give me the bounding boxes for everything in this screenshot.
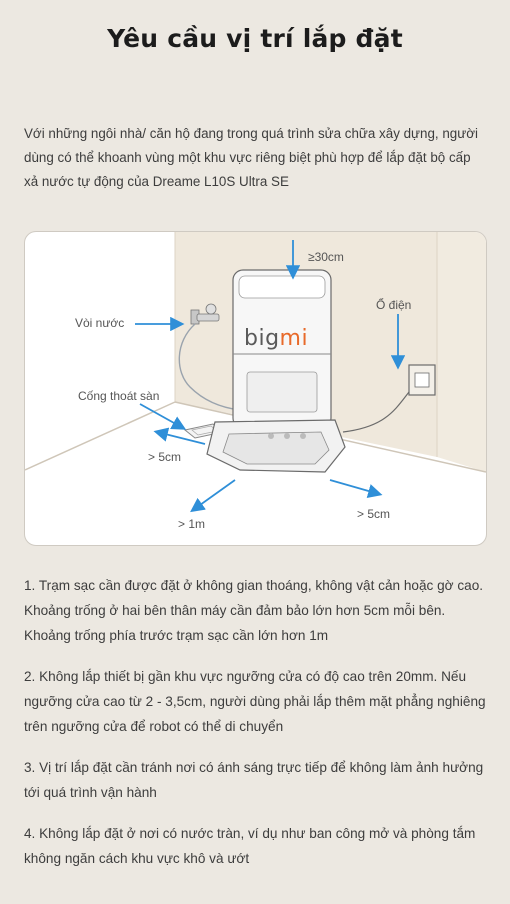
requirements-list <box>24 573 486 887</box>
right-gap-label: > 5cm <box>357 507 391 521</box>
front-gap-arrow <box>193 480 235 510</box>
page-title: Yêu cầu vị trí lắp đặt <box>107 24 403 53</box>
list-item: 4. Không lắp đặt ở nơi có nước tràn, ví dụ như ban công mở và phòng tắm không ngăn cách khu vực khô và ướt <box>24 826 476 866</box>
height-label: ≥30cm <box>308 250 344 264</box>
left-gap-label: > 5cm <box>148 450 182 464</box>
intro-paragraph: Với những ngôi nhà/ căn hộ đang trong quá trình sửa chữa xây dựng, người dùng có thể khoanh vùng một khu vực riêng biệt phù hợp để lắp đặt bộ cấp xả nước tự động của Dreame L10S Ultra SE <box>24 126 478 189</box>
outlet-label: Ổ điện <box>376 298 412 312</box>
front-gap-label: > 1m <box>178 517 206 531</box>
list-item: 2. Không lắp thiết bị gần khu vực ngưỡng cửa có độ cao trên 20mm. Nếu ngưỡng cửa cao từ 2 - 3,5cm, người dùng phải lắp thêm mặt phẳng nghiêng trên ngưỡng cửa để robot có thể di chuyển <box>24 669 486 734</box>
installation-diagram <box>24 231 487 546</box>
list-item: 1. Trạm sạc cần được đặt ở không gian thoáng, không vật cản hoặc gờ cao. Khoảng trống ở hai bên thân máy cần đảm bảo lớn hơn 5cm mỗi bên. Khoảng trống phía trước trạm sạc cần lớn hơn 1m <box>24 578 484 643</box>
brand-logo: bigmi <box>244 326 309 351</box>
faucet-label: Vòi nước <box>75 316 125 330</box>
list-item: 3. Vị trí lắp đặt cần tránh nơi có ánh sáng trực tiếp để không làm ảnh hưởng tới quá trình vận hành <box>24 760 484 800</box>
right-gap-arrow <box>330 480 379 494</box>
drain-label: Cống thoát sàn <box>78 389 160 403</box>
